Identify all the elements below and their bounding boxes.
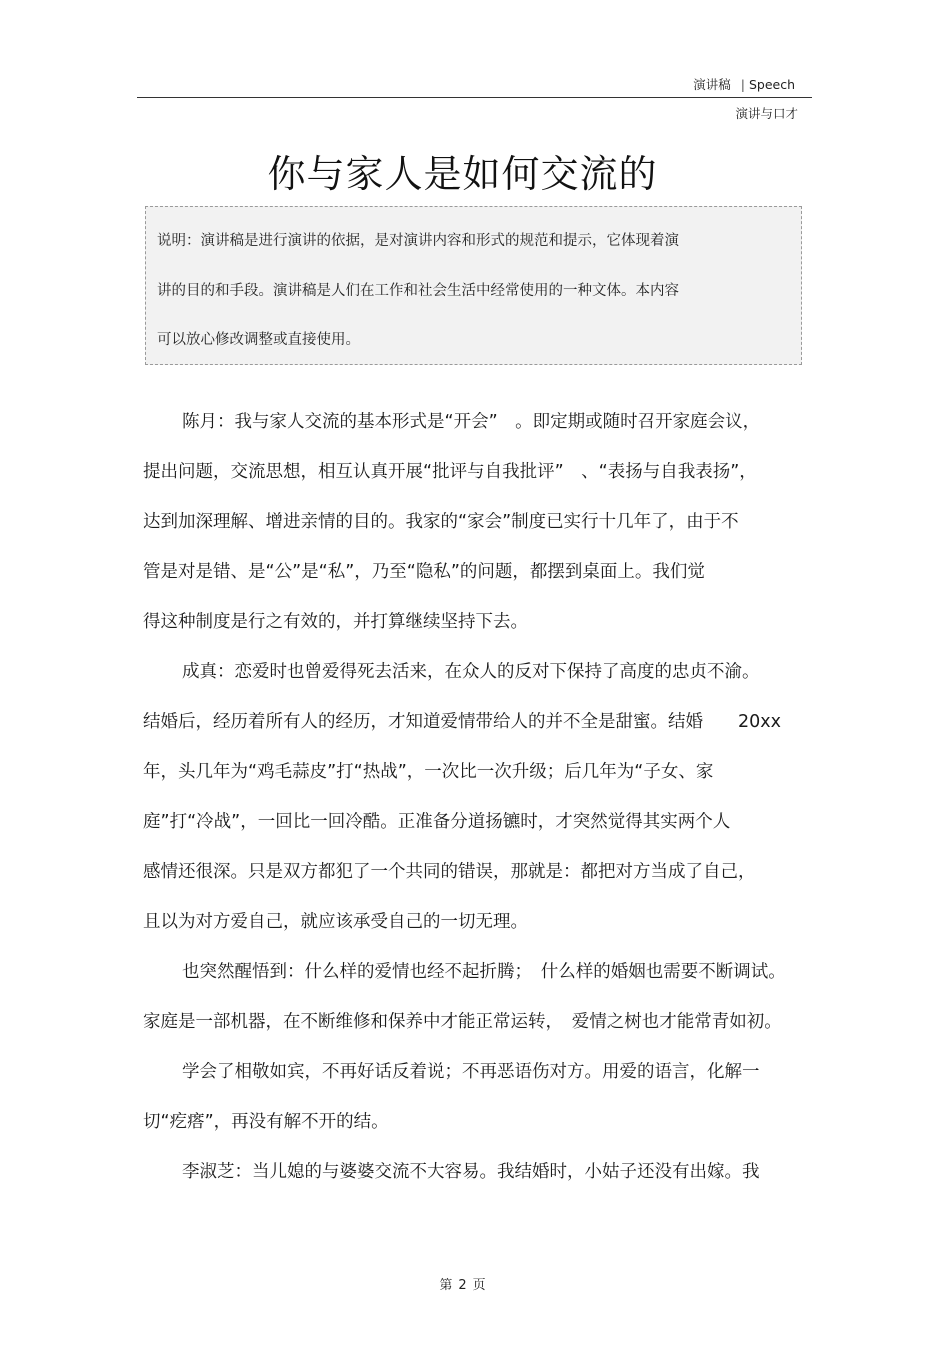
- paragraph-line: 得这种制度是行之有效的，并打算继续坚持下去。: [143, 612, 528, 632]
- description-line: 说明：演讲稿是进行演讲的依据，是对演讲内容和形式的规范和提示，它体现着演: [157, 233, 679, 249]
- description-line: 讲的目的和手段。演讲稿是人们在工作和社会生活中经常使用的一种文体。本内容: [157, 283, 679, 299]
- header-category-zh: 演讲稿: [693, 77, 731, 92]
- page-number: [0, 1274, 925, 1293]
- paragraph-line: 且以为对方爱自己，就应该承受自己的一切无理。: [143, 912, 528, 932]
- paragraph-line: 提出问题，交流思想，相互认真开展“批评与自我批评” 、“表扬与自我表扬”，: [143, 462, 757, 482]
- page-number-suffix: 页: [472, 1278, 486, 1293]
- paragraph-line: 李淑芝：当儿媳的与婆婆交流不大容易。我结婚时，小姑子还没有出嫁。我: [182, 1162, 760, 1182]
- paragraph-line: 达到加深理解、增进亲情的目的。我家的“家会”制度已实行十几年了，由于不: [143, 512, 739, 532]
- header-category: [693, 75, 795, 93]
- paragraph-line: 感情还很深。只是双方都犯了一个共同的错误，那就是：都把对方当成了自己，: [143, 862, 756, 882]
- header-separator: |: [740, 77, 745, 92]
- description-box: [145, 206, 802, 365]
- paragraph-line: 管是对是错、是“公”是“私”，乃至“隐私”的问题，都摆到桌面上。我们觉: [143, 562, 705, 582]
- paragraph-line: 庭”打“冷战”，一回比一回冷酷。正准备分道扬镳时，才突然觉得其实两个人: [143, 812, 731, 832]
- paragraph-line: 也突然醒悟到：什么样的爱情也经不起折腾； 什么样的婚姻也需要不断调试。: [182, 962, 786, 982]
- description-line: 可以放心修改调整或直接使用。: [157, 332, 360, 348]
- page-number-value: 2: [458, 1278, 467, 1293]
- paragraph-line: 成真：恋爱时也曾爱得死去活来，在众人的反对下保持了高度的忠贞不渝。: [182, 662, 760, 682]
- paragraph-line: 切“疙瘩”，再没有解不开的结。: [143, 1112, 389, 1132]
- page-number-prefix: 第: [439, 1278, 453, 1293]
- header-rule: [137, 97, 812, 98]
- header-subcategory: 演讲与口才: [735, 106, 798, 121]
- paragraph-line: 陈月：我与家人交流的基本形式是“开会” 。即定期或随时召开家庭会议，: [182, 412, 761, 432]
- header-category-en: Speech: [748, 77, 795, 92]
- paragraph-line: 学会了相敬如宾，不再好话反着说；不再恶语伤对方。用爱的语言，化解一: [182, 1062, 760, 1082]
- paragraph-line: 结婚后，经历着所有人的经历，才知道爱情带给人的并不全是甜蜜。结婚 20xx: [143, 712, 781, 732]
- page-title: 你与家人是如何交流的: [267, 152, 658, 196]
- paragraph-line: 家庭是一部机器，在不断维修和保养中才能正常运转， 爱情之树也才能常青如初。: [143, 1012, 782, 1032]
- paragraph-line: 年，头几年为“鸡毛蒜皮”打“热战”，一次比一次升级；后几年为“子女、家: [143, 762, 714, 782]
